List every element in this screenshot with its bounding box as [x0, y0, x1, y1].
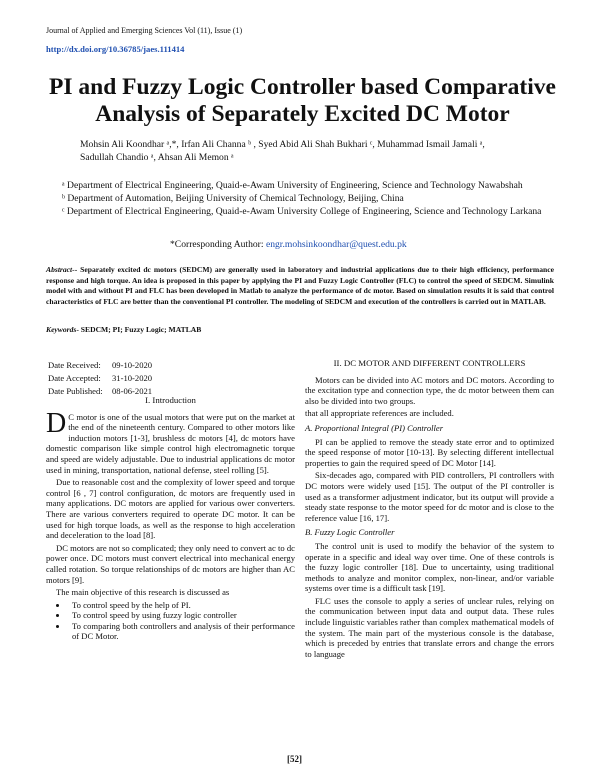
abstract-label: Abstract	[46, 265, 73, 274]
section-1-title: I. Introduction	[145, 395, 196, 405]
journal-header: Journal of Applied and Emerging Sciences Vol (11), Issue (1)	[46, 26, 243, 35]
pi-paragraph-2: Six-decades ago, compared with PID controllers, PI controllers with DC motors were widely used [15]. The output of the PI controller is used as a transformer adjustment indicator, but its output will provide a steady state response to the motor speed for dc motor and is close to the reference value [16, 17].	[305, 470, 554, 523]
date-published-label: Date Published:	[48, 386, 103, 396]
corresponding-email[interactable]: engr.mohsinkoondhar@quest.edu.pk	[265, 239, 407, 250]
flc-paragraph-2: FLC uses the console to apply a series of unclear rules, relying on the communication between input data and output data. These rules include linguistic variables rather than complex mathematical models of the system. The main part of the mysterious console is the database, which is preceded by entries that translate errors and change the errors to language	[305, 595, 554, 659]
section-2-paragraph-1: Motors can be divided into AC motors and DC motors. According to the excitation type and connection type, the dc motor between them can also be divided into two groups.	[305, 374, 554, 406]
right-column	[305, 358, 554, 661]
keywords-label: Keywords	[46, 325, 77, 334]
date-accepted-label: Date Accepted:	[48, 373, 101, 383]
pi-paragraph-1: PI can be applied to remove the steady state error and to optimized the speed response of motor [10-13]. By selecting different intellectual properties to gain the required speed of DC Motor [14].	[305, 436, 554, 468]
intro-paragraph-4: The main objective of this research is discussed as	[56, 587, 230, 598]
keywords-text: - SEDCM; PI; Fuzzy Logic; MATLAB	[76, 325, 202, 334]
affiliation-a: ᵃ Department of Electrical Engineering, Quaid-e-Awam University of Engineering, Science and Technology Nawabshah	[62, 180, 523, 191]
affiliations	[62, 180, 542, 219]
list-item: • To comparing both controllers and analysis of their performance of DC Motor.	[68, 621, 295, 642]
date-accepted-value: 31-10-2020	[112, 373, 153, 383]
affiliation-c: ᶜ Department of Electrical Engineering, Quaid-e-Awam University College of Engineering, Science and Technology Larkana	[62, 206, 542, 217]
authors-line-1: Mohsin Ali Koondhar ᵃ,*, Irfan Ali Channa ᵇ , Syed Abid Ali Shah Bukhari ᶜ, Muhammad Ismail Jamali ᵃ,	[80, 139, 485, 150]
section-2-title: II. DC MOTOR AND DIFFERENT CONTROLLERS	[333, 358, 526, 368]
list-item: • To control speed by using fuzzy logic controller	[68, 610, 295, 621]
paper-title: PI and Fuzzy Logic Controller based Comparative Analysis of Separately Excited DC Motor	[49, 74, 556, 127]
corresponding-label: *Corresponding Author:	[170, 239, 266, 250]
subsection-a-title: A. Proportional Integral (PI) Controller	[305, 422, 444, 433]
doi-link[interactable]: http://dx.doi.org/10.36785/jaes.111414	[46, 44, 185, 54]
corresponding-author	[170, 239, 407, 250]
drop-cap: D	[46, 407, 67, 439]
subsection-b-title: B. Fuzzy Logic Controller	[305, 527, 395, 538]
abstract-text: -- Separately excited dc motors (SEDCM) are generally used in laboratory and industrial applications due to their high efficiency, performance response and high torque. An idea is proposed in this paper by applying the PI and Fuzzy Logic Controller (FLC) to control the speed of SEDCM. Simulink model with and without PI and FLC has been developed in Matlab to analyze the performance of dc motor. Based on simulation results it is said that control characteristics of FLC are better than the conventional PI controller. The modeling of SEDCM and execution of the controllers is carried out in MATLAB.	[46, 265, 554, 306]
objectives-list	[46, 600, 295, 642]
intro-paragraph-1: D C motor is one of the usual motors that were put on the market at the end of the nineteenth century. Compared to other motors like induction motors [1-3], brushless dc motors [4], dc motors have domestic comparison like simple control high electromagnetic torque and speed are widely adjustable. Due to industrial applications dc motor used in mining, transportation, national defense, steel rolling [5].	[46, 407, 295, 475]
intro-paragraph-2: Due to reasonable cost and the complexity of lower speed and torque control [6 , 7] control configuration, dc motors are frequently used in many applications. DC motors are applied for various ower converters. There are various converters required to operate DC motor. It can be used for high torque loads, as well as the response to high acceleration and deceleration to the load [8].	[46, 477, 295, 541]
keywords	[46, 325, 201, 334]
date-published-value: 08-06-2021	[112, 386, 153, 396]
abstract	[46, 265, 554, 307]
left-column	[46, 380, 295, 642]
date-received-label: Date Received:	[48, 360, 101, 370]
list-item: • To control speed by the help of PI.	[68, 600, 295, 611]
flc-paragraph-1: The control unit is used to modify the behavior of the system to operate in a specific and ideal way over time. One of these controls is the fuzzy logic controller [18]. Due to uncertainty, using traditional methods to analyze and monitor complex, non-linear, and/or variable systems over time is a difficult task [19].	[305, 540, 554, 594]
affiliation-b: ᵇ Department of Automation, Beijing University of Chemical Technology, Beijing, China	[62, 193, 404, 204]
authors-line-2: Sadullah Chandio ᵃ, Ahsan Ali Memon ᵃ	[80, 152, 234, 163]
date-received-value: 09-10-2020	[112, 360, 153, 370]
intro-paragraph-3: DC motors are not so complicated; they only need to convert ac to dc power once. DC motors must convert electrical into mechanical energy called rotation. So torque relationships of dc motors are higher than AC motors [9].	[46, 542, 295, 585]
section-2-paragraph-1b: that all appropriate references are included.	[305, 408, 454, 419]
page-number: [52]	[287, 754, 302, 764]
author-list	[80, 138, 550, 164]
